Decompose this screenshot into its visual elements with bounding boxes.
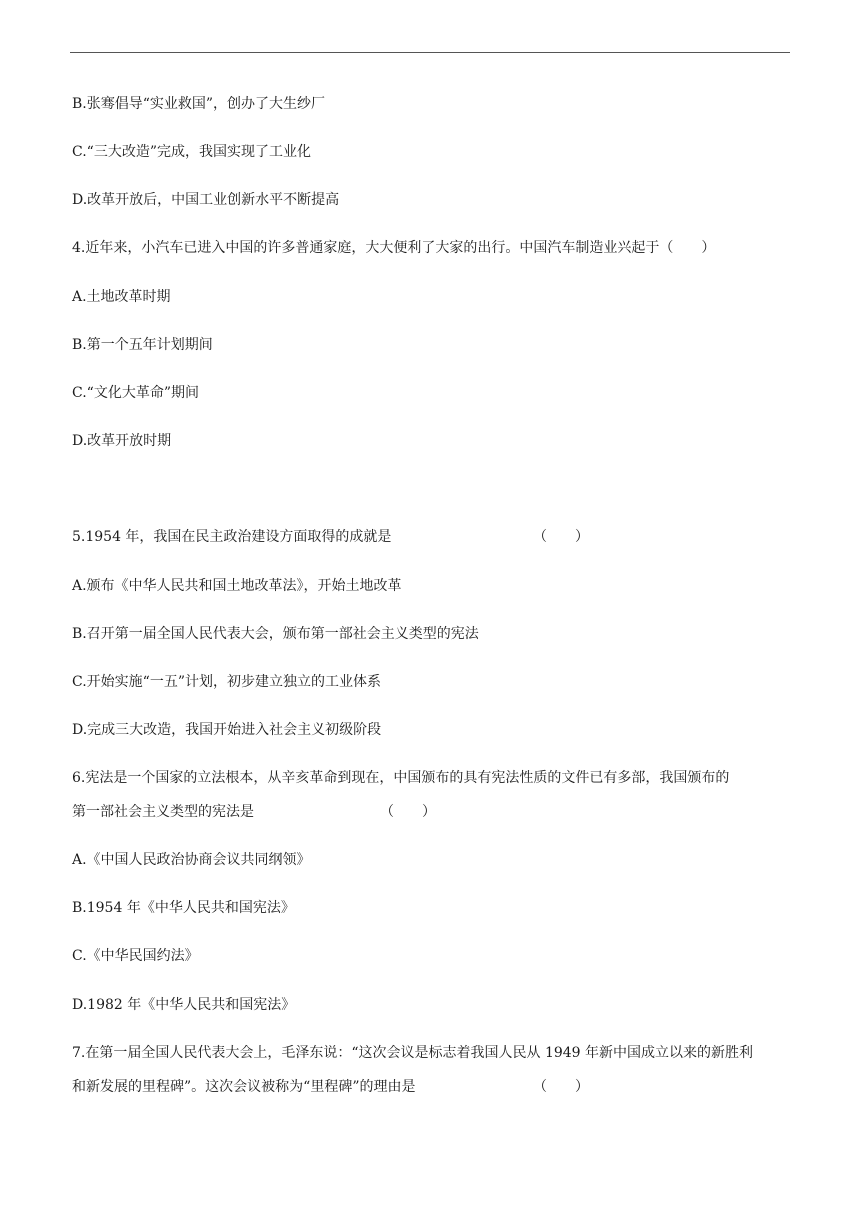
q6-answer-paren: （ ） [380,804,436,820]
q5-option-c: C.开始实施“一五”计划，初步建立独立的工业体系 [72,674,381,690]
q5-option-d: D.完成三大改造，我国开始进入社会主义初级阶段 [72,722,382,738]
q4-option-c: C.“文化大革命”期间 [72,385,199,401]
q4-option-b: B.第一个五年计划期间 [72,337,213,353]
q6-stem-line-1: 6.宪法是一个国家的立法根本，从辛亥革命到现在，中国颁布的具有宪法性质的文件已有多部，我国颁布的 [72,770,730,786]
q5-answer-paren: （ ） [533,529,589,545]
q3-option-d: D.改革开放后，中国工业创新水平不断提高 [72,192,340,208]
q7-answer-paren: （ ） [533,1079,589,1095]
q4-option-d: D.改革开放时期 [72,433,172,449]
q5-option-a: A.颁布《中华人民共和国土地改革法》，开始土地改革 [72,578,402,594]
q6-option-d: D.1982 年《中华人民共和国宪法》 [72,997,296,1013]
q6-option-b: B.1954 年《中华人民共和国宪法》 [72,900,295,916]
q7-stem-line-2: 和新发展的里程碑”。这次会议被称为“里程碑”的理由是 [72,1079,416,1095]
q7-stem-line-1: 7.在第一届全国人民代表大会上，毛泽东说：“这次会议是标志着我国人民从 1949 年新中国成立以来的新胜利 [72,1045,754,1061]
q3-option-b: B.张骞倡导“实业救国”，创办了大生纱厂 [72,96,326,112]
q6-stem-line-2: 第一部社会主义类型的宪法是 [72,804,254,820]
q4-option-a: A.土地改革时期 [72,289,171,305]
q5-stem: 5.1954 年，我国在民主政治建设方面取得的成就是 [72,529,392,545]
q6-option-a: A.《中国人民政治协商会议共同纲领》 [72,852,311,868]
q5-option-b: B.召开第一届全国人民代表大会，颁布第一部社会主义类型的宪法 [72,626,479,642]
q3-option-c: C.“三大改造”完成，我国实现了工业化 [72,144,311,160]
q4-stem: 4.近年来，小汽车已进入中国的许多普通家庭，大大便利了大家的出行。中国汽车制造业兴起于（ ） [72,240,716,256]
header-rule [70,52,790,53]
q6-option-c: C.《中华民国约法》 [72,948,199,964]
